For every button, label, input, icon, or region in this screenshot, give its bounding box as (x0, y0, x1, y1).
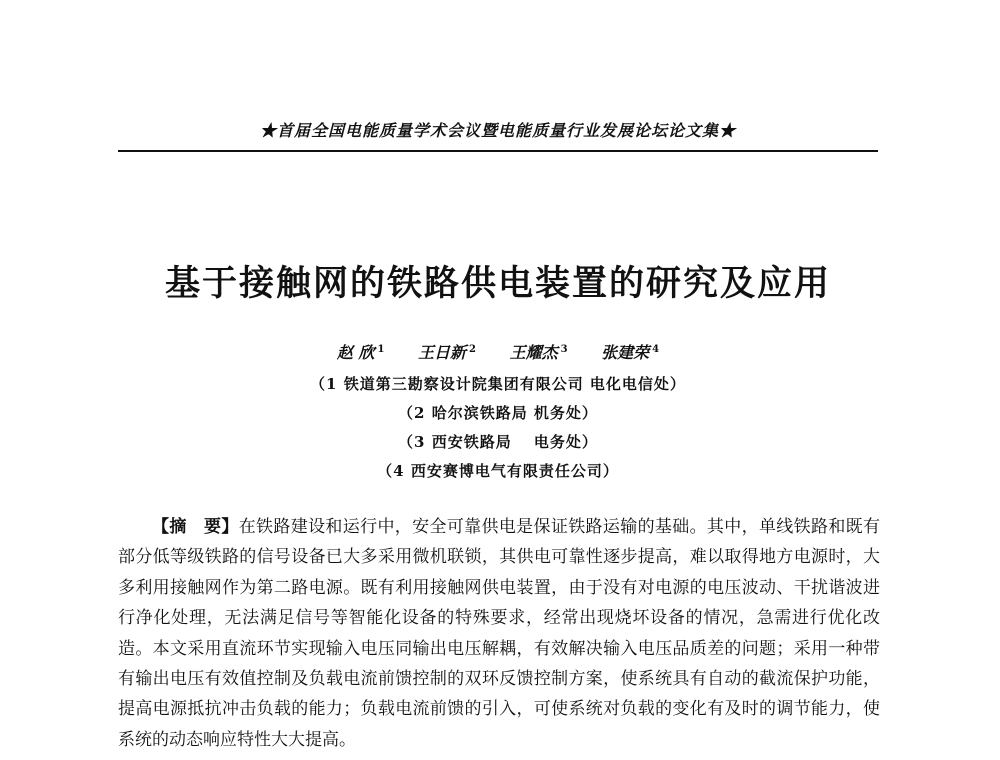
author-name: 张建荣 (601, 343, 650, 362)
affiliation: （4 西安赛博电气有限责任公司） (377, 462, 619, 480)
author-affil-mark: 2 (469, 343, 476, 355)
author-list (118, 340, 878, 363)
abstract-text: 在铁路建设和运行中，安全可靠供电是保证铁路运输的基础。其中，单线铁路和既有部分低等级铁路的信号设备已大多采用微机联锁，其供电可靠性逐步提高，难以取得地方电源时，大多利用接触网作为第二路电源。既有利用接触网供电装置，由于没有对电源的电压波动、干扰谐波进行净化处理，无法满足信号等智能化设备的特殊要求，经常出现烧坏设备的情况，急需进行优化改造。本文采用直流环节实现输入电压同输出电压解耦，有效解决输入电压品质差的问题；采用一种带有输出电压有效值控制及负载电流前馈控制的双环反馈控制方案，使系统具有自动的截流保护功能，提高电源抵抗冲击负载的能力；负载电流前馈的引入，可使系统对负载的变化有及时的调节能力，使系统的动态响应特性大大提高。 (118, 517, 881, 750)
abstract-label: 【摘 要】 (152, 517, 239, 537)
author-affil-mark: 1 (377, 343, 385, 355)
author (601, 340, 659, 363)
author-name: 赵 欣 (336, 343, 375, 362)
running-header: ★首届全国电能质量学术会议暨电能质量行业发展论坛论文集★ (259, 121, 736, 140)
author-name: 王日新 (418, 343, 467, 362)
affiliation-list (118, 370, 878, 486)
abstract-paragraph (118, 512, 880, 755)
abstract (118, 512, 880, 755)
author-affil-mark: 4 (652, 343, 660, 355)
paper-title: 基于接触网的铁路供电装置的研究及应用 (164, 264, 831, 304)
author-name: 王耀杰 (509, 343, 558, 362)
affiliation: （2 哈尔滨铁路局 机务处） (398, 404, 598, 422)
author (418, 340, 476, 363)
author (510, 340, 568, 363)
header-rule (118, 150, 878, 152)
affiliation: （3 西安铁路局 电务处） (398, 433, 598, 451)
author (337, 340, 385, 363)
author-affil-mark: 3 (560, 343, 568, 355)
affiliation: （1 铁道第三勘察设计院集团有限公司 电化电信处） (310, 375, 686, 393)
